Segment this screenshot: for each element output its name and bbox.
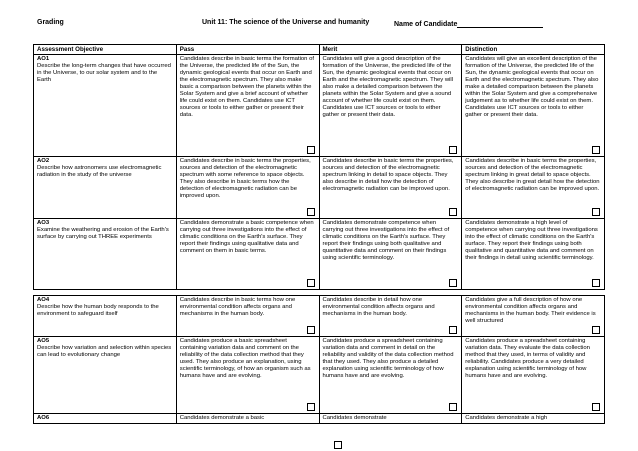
distinction-cell [462, 296, 605, 337]
checkbox[interactable] [449, 208, 457, 216]
checkbox[interactable] [592, 146, 600, 154]
checkbox[interactable] [449, 326, 457, 334]
criteria-text: Candidates demonstrate competence when carrying out three investigations into the effect of climatic conditions on the Earth's surface. They report their findings using both qualitative and quantitative data and comment on their findings using scientific terminology. [322, 220, 450, 261]
checkbox[interactable] [592, 326, 600, 334]
criteria-text: Candidates describe in basic terms the properties, sources and detection of the electromagnetic spectrum with some reference to space objects. They also describe in basic terms how the detection of electromagnetic radiation can be improved upon. [179, 158, 311, 199]
criteria-text: Candidates demonstrate a high level of competence when carrying out three investigations into the effect of climatic conditions on the Earth's surface. They report their findings using both qualitative and quantitative data and comment on their findings in detail using scientific terminology. [465, 220, 598, 261]
table-row [34, 219, 605, 290]
pass-cell [176, 337, 319, 414]
criteria-text: Candidates demonstrate a high [465, 415, 548, 421]
distinction-cell [462, 219, 605, 290]
objective-cell [34, 296, 177, 337]
ao-code: AO5 [37, 338, 50, 344]
table-header-row [34, 45, 605, 55]
criteria-text: Candidates describe in basic terms the formation of the Universe, the predicted life of the Sun, the dynamic geological events that occur on Earth and the electromagnetic spectrum. They also make basic a comparison between the planets within the Solar System and give a brief account of whether life could exist on them. Candidates use ICT sources or tools to either gather or present their data. [179, 56, 314, 118]
ao-code: AO1 [37, 56, 50, 62]
header-objective: Assessment Objective [34, 45, 177, 55]
table-row [34, 157, 605, 219]
candidate-name-field[interactable] [457, 19, 543, 28]
criteria-text: Candidates describe in basic terms the properties, sources and detection of the electromagnetic spectrum linking in detail to space objects. They also describe in detail how the detection of electromagnetic radiation can be improved upon. [322, 158, 454, 192]
distinction-cell [462, 414, 605, 424]
checkbox[interactable] [334, 441, 342, 449]
merit-cell [319, 414, 462, 424]
criteria-text: Candidates describe in basic terms the properties, sources and detection of the electromagnetic spectrum linking in great detail to space objects. They also describe in great detail how the detection of electromagnetic radiation can be improved upon. [465, 158, 600, 192]
checkbox[interactable] [307, 279, 315, 287]
header-merit: Merit [319, 45, 462, 55]
checkbox[interactable] [307, 146, 315, 154]
criteria-text: Candidates give a full description of how one environmental condition affects organs and mechanisms in the human body. Their evidence is well structured [465, 297, 596, 324]
criteria-text: Candidates produce a spreadsheet containing variation data. They evaluate the data collection method that they used, in terms of validity and reliability. Candidates produce a very detailed explanation using scientific terminology of how humans have and are evolving. [465, 338, 590, 379]
pass-cell [176, 219, 319, 290]
checkbox[interactable] [307, 208, 315, 216]
criteria-text: Candidates demonstrate a basic competence when carrying out three investigations into the effect of climatic conditions on the Earth's surface. They report their findings using qualitative data and comment on them in basic terms. [179, 220, 314, 254]
distinction-cell [462, 55, 605, 157]
header-distinction: Distinction [462, 45, 605, 55]
table-row [34, 414, 605, 424]
ao-code: AO4 [37, 297, 50, 303]
distinction-cell [462, 337, 605, 414]
objective-cell [34, 55, 177, 157]
criteria-text: Candidates produce a spreadsheet containing variation data and comment in detail on the reliability and validity of the data collection method that they used. They also produce a detailed explanation using scientific terminology of how humans have and are evolving. [322, 338, 454, 379]
pass-cell [176, 55, 319, 157]
ao-code: AO3 [37, 220, 50, 226]
checkbox[interactable] [449, 146, 457, 154]
ao-code: AO6 [37, 415, 50, 421]
pass-cell [176, 296, 319, 337]
merit-cell [319, 55, 462, 157]
objective-cell [34, 219, 177, 290]
page-header [0, 19, 638, 33]
checkbox[interactable] [449, 403, 457, 411]
unit-title: Unit 11: The science of the Universe and humanity [202, 19, 370, 26]
checkbox[interactable] [592, 403, 600, 411]
checkbox[interactable] [592, 279, 600, 287]
checkbox[interactable] [307, 403, 315, 411]
merit-cell [319, 219, 462, 290]
checkbox[interactable] [449, 279, 457, 287]
grading-label: Grading [37, 19, 64, 26]
candidate-name-label: Name of Candidate [394, 19, 543, 28]
criteria-text: Candidates describe in basic terms how one environmental condition affects organs and mechanisms in the human body. [179, 297, 296, 317]
objective-text: Examine the weathering and erosion of the Earth's surface by carrying out THREE experiments [37, 227, 169, 240]
table-row [34, 55, 605, 157]
grading-table-bottom [33, 295, 605, 424]
criteria-text: Candidates describe in detail how one environmental condition affects organs and mechanisms in the human body. [322, 297, 435, 317]
grading-table-top [33, 44, 605, 290]
header-pass: Pass [176, 45, 319, 55]
objective-text: Describe the long-term changes that have occurred in the Universe, to our solar system and to the Earth [37, 63, 171, 83]
objective-cell [34, 337, 177, 414]
merit-cell [319, 296, 462, 337]
table-row [34, 296, 605, 337]
objective-text: Describe how variation and selection within species can lead to evolutionary change [37, 345, 172, 358]
criteria-text: Candidates demonstrate a basic [179, 415, 265, 421]
pass-cell [176, 157, 319, 219]
objective-text: Describe how astronomers use electromagnetic radiation in the study of the universe [37, 165, 162, 178]
objective-cell [34, 157, 177, 219]
merit-cell [319, 337, 462, 414]
criteria-text: Candidates will give an excellent description of the formation of the Universe, the predicted life of the Sun, the dynamic geological events that occur on Earth and the electromagnetic spectrum. They also make a detailed comparison between the planets within the Solar System and give a comprehensive judgement as to whether life could exist on them. Candidates use ICT sources or tools to either gather or present their data. [465, 56, 599, 118]
checkbox[interactable] [592, 208, 600, 216]
criteria-text: Candidates demonstrate [322, 415, 387, 421]
objective-text: Describe how the human body responds to the environment to safeguard itself [37, 304, 159, 317]
distinction-cell [462, 157, 605, 219]
criteria-text: Candidates will give a good description of the formation of the Universe, the predicted life of the Sun, the dynamic geological events that occur on Earth and the electromagnetic spectrum. They will also make a detailed comparison between the planets within the Solar System and give a sound account of whether life could exist on them. Candidates use ICT sources or tools to either gather or present their data. [322, 56, 454, 118]
table-row [34, 337, 605, 414]
criteria-text: Candidates produce a basic spreadsheet containing variation data and comment on the reliability of the data collection method that they used. They also produce an explanation, using scientific terminology, of how an organism such as humans have and are evolving. [179, 338, 311, 379]
ao-code: AO2 [37, 158, 50, 164]
merit-cell [319, 157, 462, 219]
checkbox[interactable] [307, 326, 315, 334]
pass-cell [176, 414, 319, 424]
objective-cell [34, 414, 177, 424]
